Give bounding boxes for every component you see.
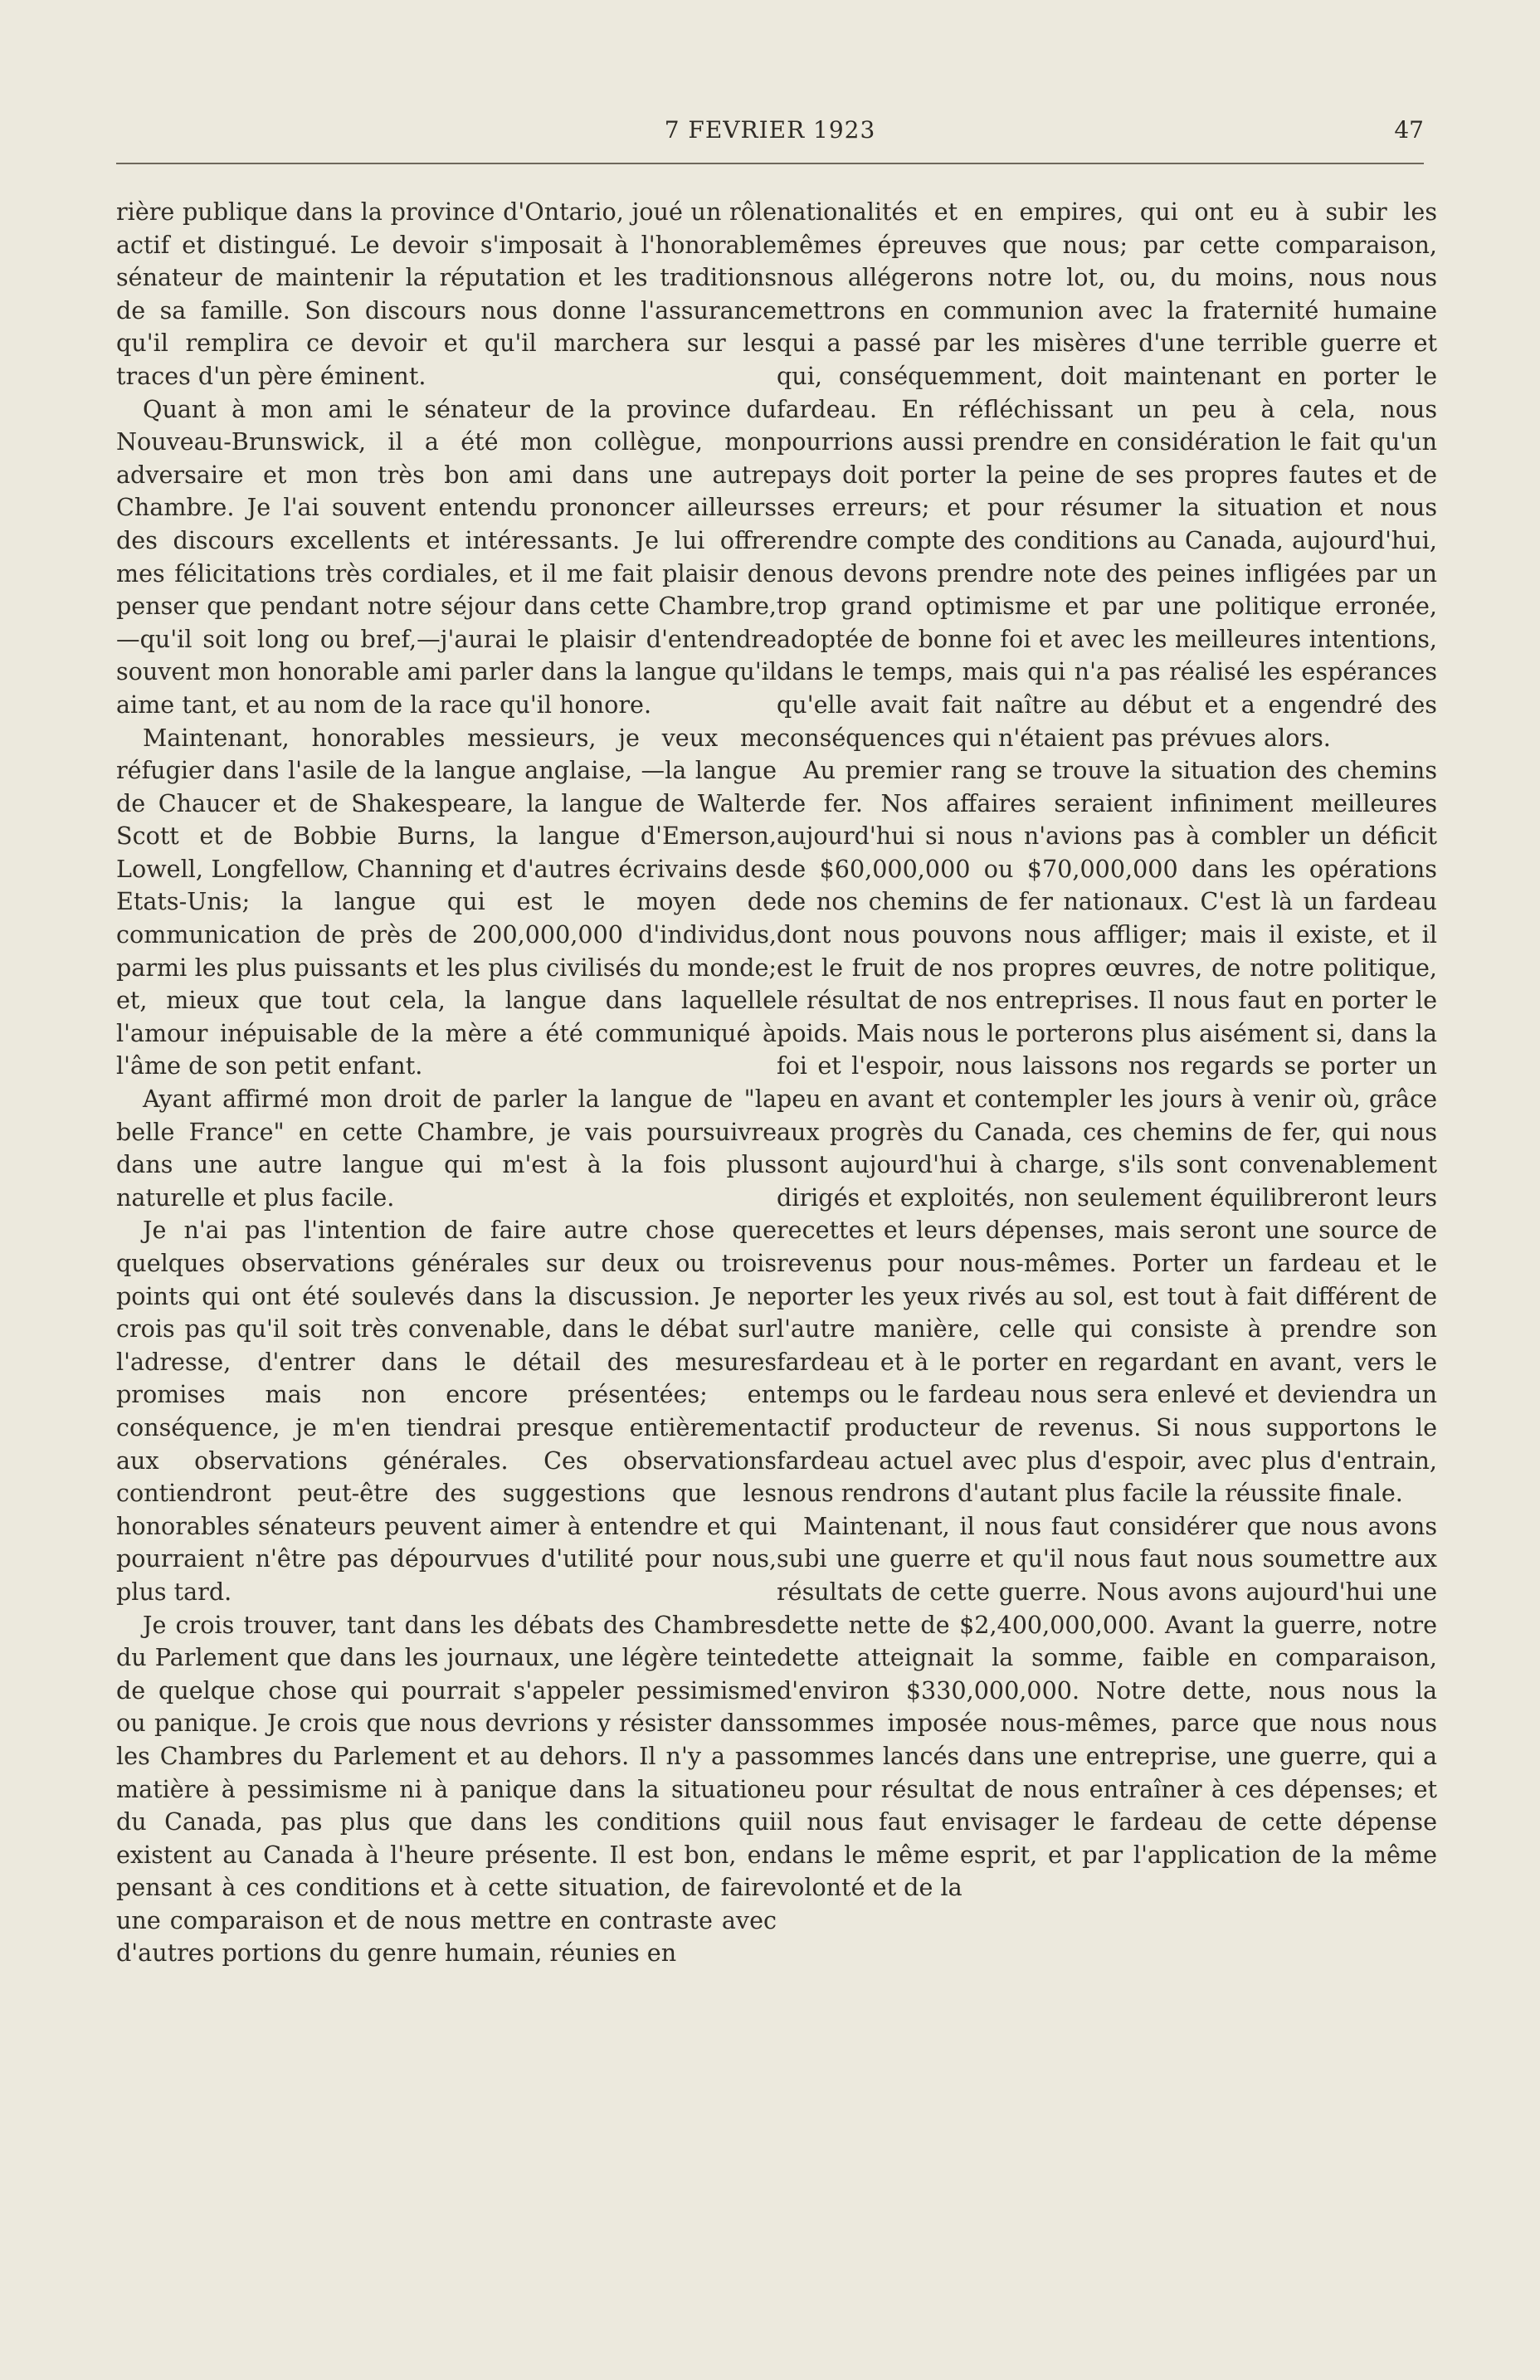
page-number: 47: [1394, 116, 1424, 144]
paragraph: nationalités et en empires, qui ont eu à subir les mêmes épreuves que nous; par cette comparaison, nous allégerons notre lot, ou, du moins, nous nous mettrons en communion avec la fraternité humaine qui a passé par les misères d'une terrible guerre et qui, conséquemment, doit maintenant en porter le fardeau. En réfléchissant un peu à cela, nous pourrions aussi prendre en considération le fait qu'un pays doit porter la peine de ses propres fautes et de ses erreurs; et pour résumer la situation et nous rendre compte des conditions au Canada, aujourd'hui, nous devons prendre note des peines infligées par un trop grand optimisme et par une politique erronée, adoptée de bonne foi et avec les meilleures intentions, dans le temps, mais qui n'a pas réalisé les espérances qu'elle avait fait naître au début et a engendré des conséquences qui n'étaient pas prévues alors.: [777, 198, 1437, 752]
header-date: 7 FEVRIER 1923: [664, 116, 876, 144]
paragraph: Je n'ai pas l'intention de faire autre chose que quelques observations générales sur deux ou trois points qui ont été soulevés dans la discussion. Je ne crois pas qu'il soit très convenable, dans le débat sur l'adresse, d'entrer dans le détail des mesures promises mais non encore présentées; en conséquence, je m'en tiendrai presque entièrement aux observations générales. Ces observations contiendront peut-être des suggestions que les honorables sénateurs peuvent aimer à entendre et qui pourraient n'être pas dépourvues d'utilité pour nous, plus tard.: [116, 1216, 777, 1606]
paragraph: Je crois trouver, tant dans les débats des Chambres du Parlement que dans les journaux, une légère teinte de quelque chose qui pourrait s'appeler pessimisme ou panique. Je crois que nous devrions y résister dans les Chambres du Parlement et au dehors. Il n'y a pas matière à pessimisme ni à panique dans la situation du Canada, pas plus que dans les conditions qui existent au Canada à l'heure présente. Il est bon, en pensant à ces conditions et à cette situation, de faire une comparaison et de nous mettre en contraste avec d'autres portions du genre humain, réunies en: [116, 1610, 777, 1968]
paragraph: Maintenant, honorables messieurs, je veux me réfugier dans l'asile de la langue anglaise, —la langue de Chaucer et de Shakespeare, la langue de Walter Scott et de Bobbie Burns, la langue d'Emerson, Lowell, Longfellow, Channing et d'autres écrivains des Etats-Unis; la langue qui est le moyen de communication de près de 200,000,000 d'individus, parmi les plus puissants et les plus civilisés du monde; et, mieux que tout cela, la langue dans laquelle l'amour inépuisable de la mère a été communiqué à l'âme de son petit enfant.: [116, 723, 777, 1080]
page-header: [116, 116, 1424, 164]
right-column: [777, 196, 1437, 1904]
paragraph: Maintenant, il nous faut considérer que nous avons subi une guerre et qu'il nous faut nous soumettre aux résultats de cette guerre. Nous avons aujourd'hui une dette nette de $2,400,000,000. Avant la guerre, notre dette atteignait la somme, faible en comparaison, d'environ $330,000,000. Notre dette, nous nous la sommes imposée nous-mêmes, parce que nous nous sommes lancés dans une entreprise, une guerre, qui a eu pour résultat de nous entraîner à ces dépenses; et il nous faut envisager le fardeau de cette dépense dans le même esprit, et par l'application de la même volonté et de la: [777, 1511, 1437, 1902]
left-column: [116, 196, 777, 1970]
paragraph: rière publique dans la province d'Ontario, joué un rôle actif et distingué. Le devoir s'imposait à l'honorable sénateur de maintenir la réputation et les traditions de sa famille. Son discours nous donne l'assurance qu'il remplira ce devoir et qu'il marchera sur les traces d'un père éminent.: [116, 198, 777, 390]
paragraph: Ayant affirmé mon droit de parler la langue de "la belle France" en cette Chambre, je vais poursuivre dans une autre langue qui m'est à la fois plus naturelle et plus facile.: [116, 1085, 777, 1212]
paragraph: Au premier rang se trouve la situation des chemins de fer. Nos affaires seraient infiniment meilleures aujourd'hui si nous n'avions pas à combler un déficit de $60,000,000 ou $70,000,000 dans les opérations de nos chemins de fer nationaux. C'est là un fardeau dont nous pouvons nous affliger; mais il existe, et il est le fruit de nos propres œuvres, de notre politique, le résultat de nos entreprises. Il nous faut en porter le poids. Mais nous le porterons plus aisément si, dans la foi et l'espoir, nous laissons nos regards se porter un peu en avant et contempler les jours à venir où, grâce aux progrès du Canada, ces chemins de fer, qui nous sont aujourd'hui à charge, s'ils sont convenablement dirigés et exploités, non seulement équilibreront leurs recettes et leurs dépenses, mais seront une source de revenus pour nous-mêmes. Porter un fardeau et le porter les yeux rivés au sol, est tout à fait différent de l'autre manière, celle qui consiste à prendre son fardeau et à le porter en regardant en avant, vers le temps ou le fardeau nous sera enlevé et deviendra un actif producteur de revenus. Si nous supportons le fardeau actuel avec plus d'espoir, avec plus d'entrain, nous rendrons d'autant plus facile la réussite finale.: [777, 756, 1437, 1508]
paragraph: Quant à mon ami le sénateur de la province du Nouveau-Brunswick, il a été mon collègue, mon adversaire et mon très bon ami dans une autre Chambre. Je l'ai souvent entendu prononcer ailleurs des discours excellents et intéressants. Je lui offre mes félicitations très cordiales, et il me fait plaisir de penser que pendant notre séjour dans cette Chambre,—qu'il soit long ou bref,—j'aurai le plaisir d'entendre souvent mon honorable ami parler dans la langue qu'il aime tant, et au nom de la race qu'il honore.: [116, 394, 777, 719]
